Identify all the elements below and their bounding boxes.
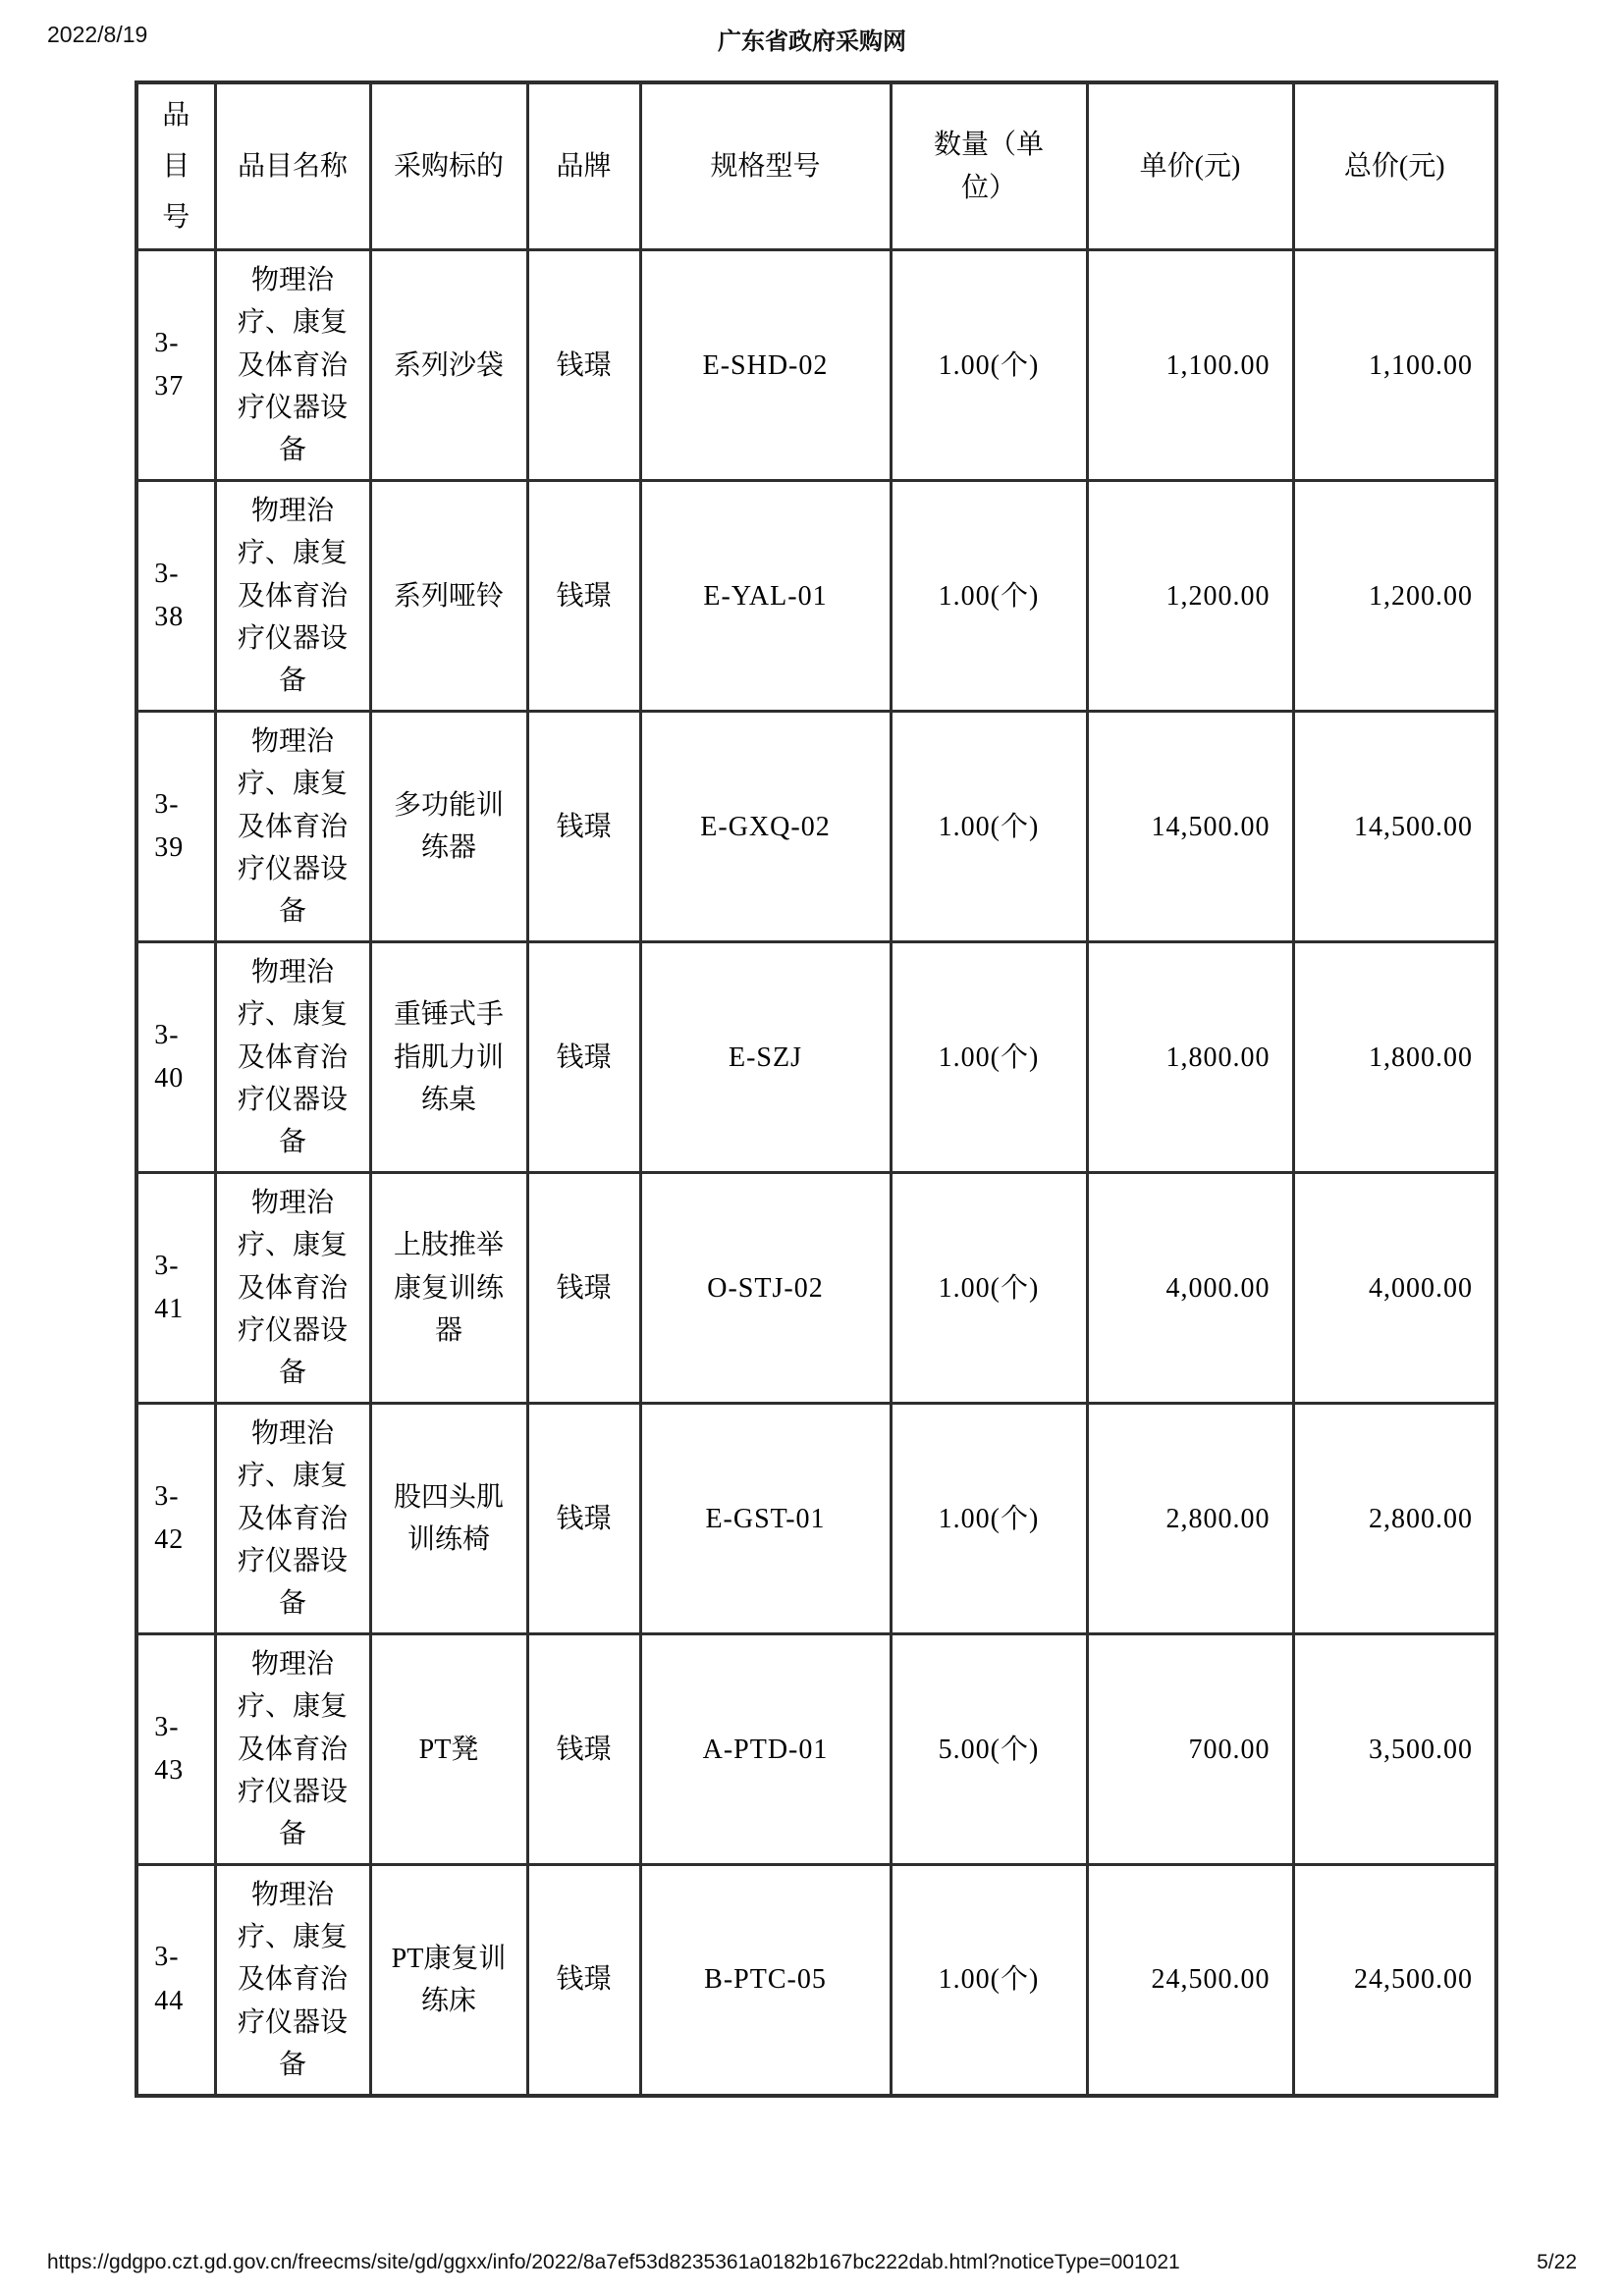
unit-price-cell: 1,200.00 (1087, 481, 1293, 712)
total-price-cell: 3,500.00 (1293, 1634, 1496, 1865)
procurement-target-cell: 系列沙袋 (370, 250, 527, 481)
model-cell: E-GXQ-02 (640, 712, 891, 942)
total-price-cell: 4,000.00 (1293, 1173, 1496, 1404)
model-cell: E-SZJ (640, 942, 891, 1173)
model-cell: B-PTC-05 (640, 1865, 891, 2096)
brand-cell: 钱璟 (527, 1173, 640, 1404)
table-row (136, 1865, 1496, 2096)
quantity-cell: 1.00(个) (891, 1404, 1087, 1634)
page-number: 5/22 (1537, 2251, 1577, 2273)
brand-cell: 钱璟 (527, 942, 640, 1173)
model-cell: E-SHD-02 (640, 250, 891, 481)
item-no-cell: 3-41 (136, 1173, 215, 1404)
quantity-cell: 5.00(个) (891, 1634, 1087, 1865)
procurement-table (135, 80, 1498, 2098)
item-no-cell: 3-38 (136, 481, 215, 712)
quantity-cell: 1.00(个) (891, 481, 1087, 712)
total-price-cell: 1,800.00 (1293, 942, 1496, 1173)
brand-cell: 钱璟 (527, 1404, 640, 1634)
item-name-cell: 物理治疗、康复及体育治疗仪器设备 (215, 1634, 370, 1865)
model-cell: E-YAL-01 (640, 481, 891, 712)
table-row (136, 1173, 1496, 1404)
table-row (136, 1634, 1496, 1865)
item-no-cell: 3-44 (136, 1865, 215, 2096)
col-header-model: 规格型号 (640, 82, 891, 250)
item-name-cell: 物理治疗、康复及体育治疗仪器设备 (215, 481, 370, 712)
model-cell: E-GST-01 (640, 1404, 891, 1634)
col-header-item-no: 品目号 (136, 82, 215, 250)
header-row (136, 82, 1496, 250)
item-no-cell: 3-39 (136, 712, 215, 942)
table-row (136, 250, 1496, 481)
col-header-item-name: 品目名称 (215, 82, 370, 250)
print-date: 2022/8/19 (47, 22, 148, 47)
item-name-cell: 物理治疗、康复及体育治疗仪器设备 (215, 942, 370, 1173)
site-title: 广东省政府采购网 (718, 28, 906, 55)
procurement-target-cell: 重锤式手指肌力训练桌 (370, 942, 527, 1173)
table-row (136, 712, 1496, 942)
unit-price-cell: 14,500.00 (1087, 712, 1293, 942)
brand-cell: 钱璟 (527, 250, 640, 481)
unit-price-cell: 24,500.00 (1087, 1865, 1293, 2096)
col-header-unit-price: 单价(元) (1087, 82, 1293, 250)
col-header-quantity: 数量（单位） (891, 82, 1087, 250)
unit-price-cell: 1,800.00 (1087, 942, 1293, 1173)
procurement-target-cell: PT凳 (370, 1634, 527, 1865)
brand-cell: 钱璟 (527, 1634, 640, 1865)
brand-cell: 钱璟 (527, 481, 640, 712)
table-row (136, 1404, 1496, 1634)
brand-cell: 钱璟 (527, 1865, 640, 2096)
quantity-cell: 1.00(个) (891, 1173, 1087, 1404)
unit-price-cell: 1,100.00 (1087, 250, 1293, 481)
total-price-cell: 1,200.00 (1293, 481, 1496, 712)
procurement-target-cell: PT康复训练床 (370, 1865, 527, 2096)
table-row (136, 942, 1496, 1173)
item-no-cell: 3-37 (136, 250, 215, 481)
col-header-total-price: 总价(元) (1293, 82, 1496, 250)
procurement-target-cell: 股四头肌训练椅 (370, 1404, 527, 1634)
item-name-cell: 物理治疗、康复及体育治疗仪器设备 (215, 1865, 370, 2096)
procurement-target-cell: 系列哑铃 (370, 481, 527, 712)
item-no-cell: 3-42 (136, 1404, 215, 1634)
total-price-cell: 2,800.00 (1293, 1404, 1496, 1634)
total-price-cell: 14,500.00 (1293, 712, 1496, 942)
quantity-cell: 1.00(个) (891, 712, 1087, 942)
quantity-cell: 1.00(个) (891, 942, 1087, 1173)
quantity-cell: 1.00(个) (891, 1865, 1087, 2096)
item-no-cell: 3-40 (136, 942, 215, 1173)
col-header-procurement-target: 采购标的 (370, 82, 527, 250)
brand-cell: 钱璟 (527, 712, 640, 942)
item-name-cell: 物理治疗、康复及体育治疗仪器设备 (215, 1173, 370, 1404)
model-cell: O-STJ-02 (640, 1173, 891, 1404)
total-price-cell: 1,100.00 (1293, 250, 1496, 481)
procurement-target-cell: 多功能训练器 (370, 712, 527, 942)
item-name-cell: 物理治疗、康复及体育治疗仪器设备 (215, 1404, 370, 1634)
item-name-cell: 物理治疗、康复及体育治疗仪器设备 (215, 250, 370, 481)
model-cell: A-PTD-01 (640, 1634, 891, 1865)
item-no-cell: 3-43 (136, 1634, 215, 1865)
unit-price-cell: 2,800.00 (1087, 1404, 1293, 1634)
col-header-brand: 品牌 (527, 82, 640, 250)
procurement-target-cell: 上肢推举康复训练器 (370, 1173, 527, 1404)
total-price-cell: 24,500.00 (1293, 1865, 1496, 2096)
unit-price-cell: 700.00 (1087, 1634, 1293, 1865)
table-row (136, 481, 1496, 712)
footer-url: https://gdgpo.czt.gd.gov.cn/freecms/site/gd/ggxx/info/2022/8a7ef53d8235361a0182b167bc222dab.html?noticeType=001021 (47, 2251, 1180, 2273)
unit-price-cell: 4,000.00 (1087, 1173, 1293, 1404)
item-name-cell: 物理治疗、康复及体育治疗仪器设备 (215, 712, 370, 942)
quantity-cell: 1.00(个) (891, 250, 1087, 481)
